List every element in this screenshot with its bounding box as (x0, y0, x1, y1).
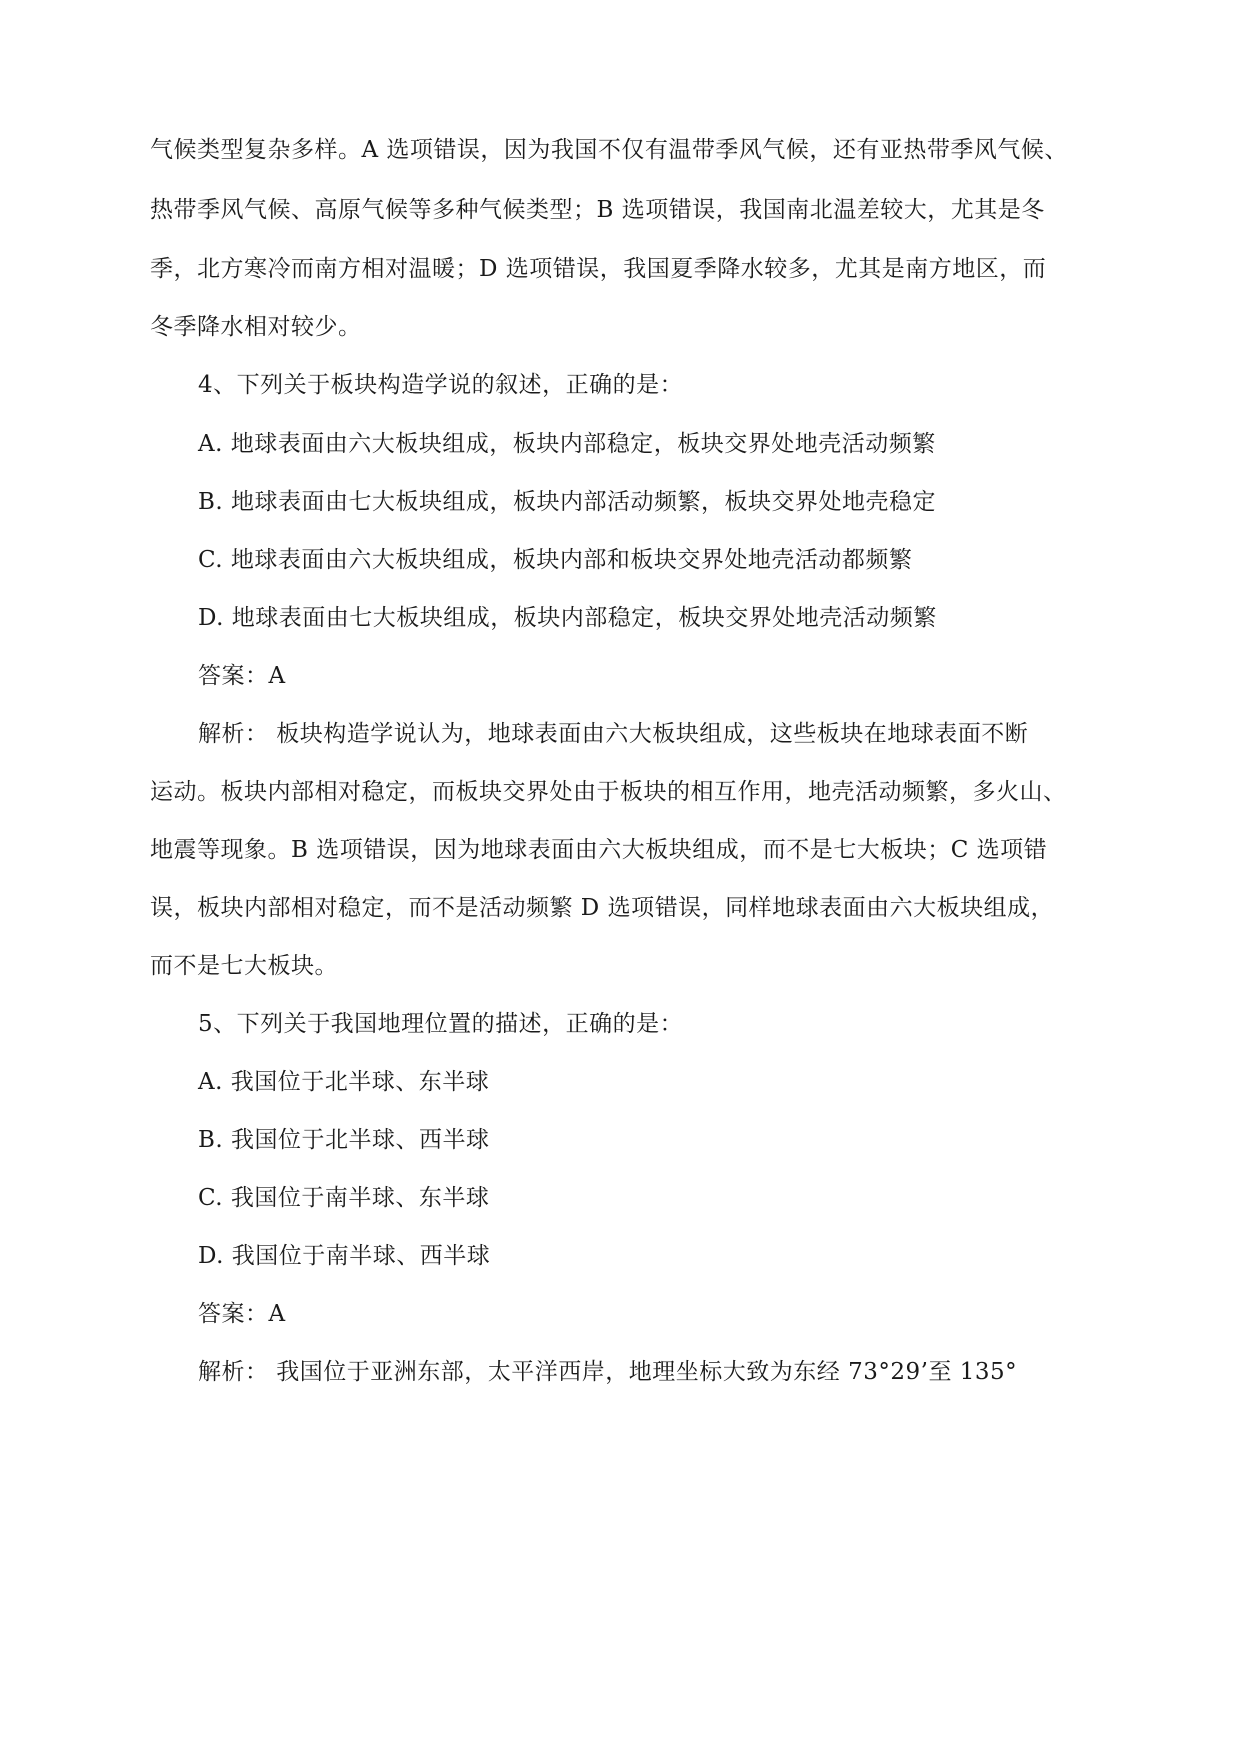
text-line: 运动。板块内部相对稳定，而板块交界处由于板块的相互作用，地壳活动频繁，多火山、 (150, 779, 1067, 805)
question-5-answer: 答案：A (198, 1301, 286, 1327)
question-4-analysis: 解析： 板块构造学说认为，地球表面由六大板块组成，这些板块在地球表面不断 (198, 721, 1029, 747)
text-line: 误，板块内部相对稳定，而不是活动频繁 D 选项错误，同样地球表面由六大板块组成， (150, 895, 1055, 921)
text-line: 气候类型复杂多样。A 选项错误，因为我国不仅有温带季风气候，还有亚热带季风气候、 (150, 137, 1068, 163)
question-4-option-a: A. 地球表面由六大板块组成，板块内部稳定，板块交界处地壳活动频繁 (198, 431, 936, 457)
question-5-title: 5、下列关于我国地理位置的描述，正确的是： (198, 1011, 684, 1037)
text-line: 地震等现象。B 选项错误，因为地球表面由六大板块组成，而不是七大板块；C 选项错 (150, 837, 1048, 863)
question-5-option-b: B. 我国位于北半球、西半球 (198, 1127, 490, 1153)
question-4-title: 4、下列关于板块构造学说的叙述，正确的是： (198, 372, 684, 398)
question-5-option-a: A. 我国位于北半球、东半球 (198, 1069, 490, 1095)
text-line: 而不是七大板块。 (150, 953, 338, 979)
question-5-option-c: C. 我国位于南半球、东半球 (198, 1185, 490, 1211)
question-4-option-d: D. 地球表面由七大板块组成，板块内部稳定，板块交界处地壳活动频繁 (198, 605, 937, 631)
text-line: 冬季降水相对较少。 (150, 314, 362, 340)
question-4-option-c: C. 地球表面由六大板块组成，板块内部和板块交界处地壳活动都频繁 (198, 547, 913, 573)
question-4-option-b: B. 地球表面由七大板块组成，板块内部活动频繁，板块交界处地壳稳定 (198, 489, 937, 515)
question-4-answer: 答案：A (198, 663, 286, 689)
text-line: 热带季风气候、高原气候等多种气候类型；B 选项错误，我国南北温差较大，尤其是冬 (150, 197, 1045, 223)
question-5-analysis: 解析： 我国位于亚洲东部，太平洋西岸，地理坐标大致为东经 73°29’至 135° (198, 1359, 1018, 1385)
question-5-option-d: D. 我国位于南半球、西半球 (198, 1243, 491, 1269)
text-line: 季，北方寒冷而南方相对温暖；D 选项错误，我国夏季降水较多，尤其是南方地区，而 (150, 256, 1047, 282)
